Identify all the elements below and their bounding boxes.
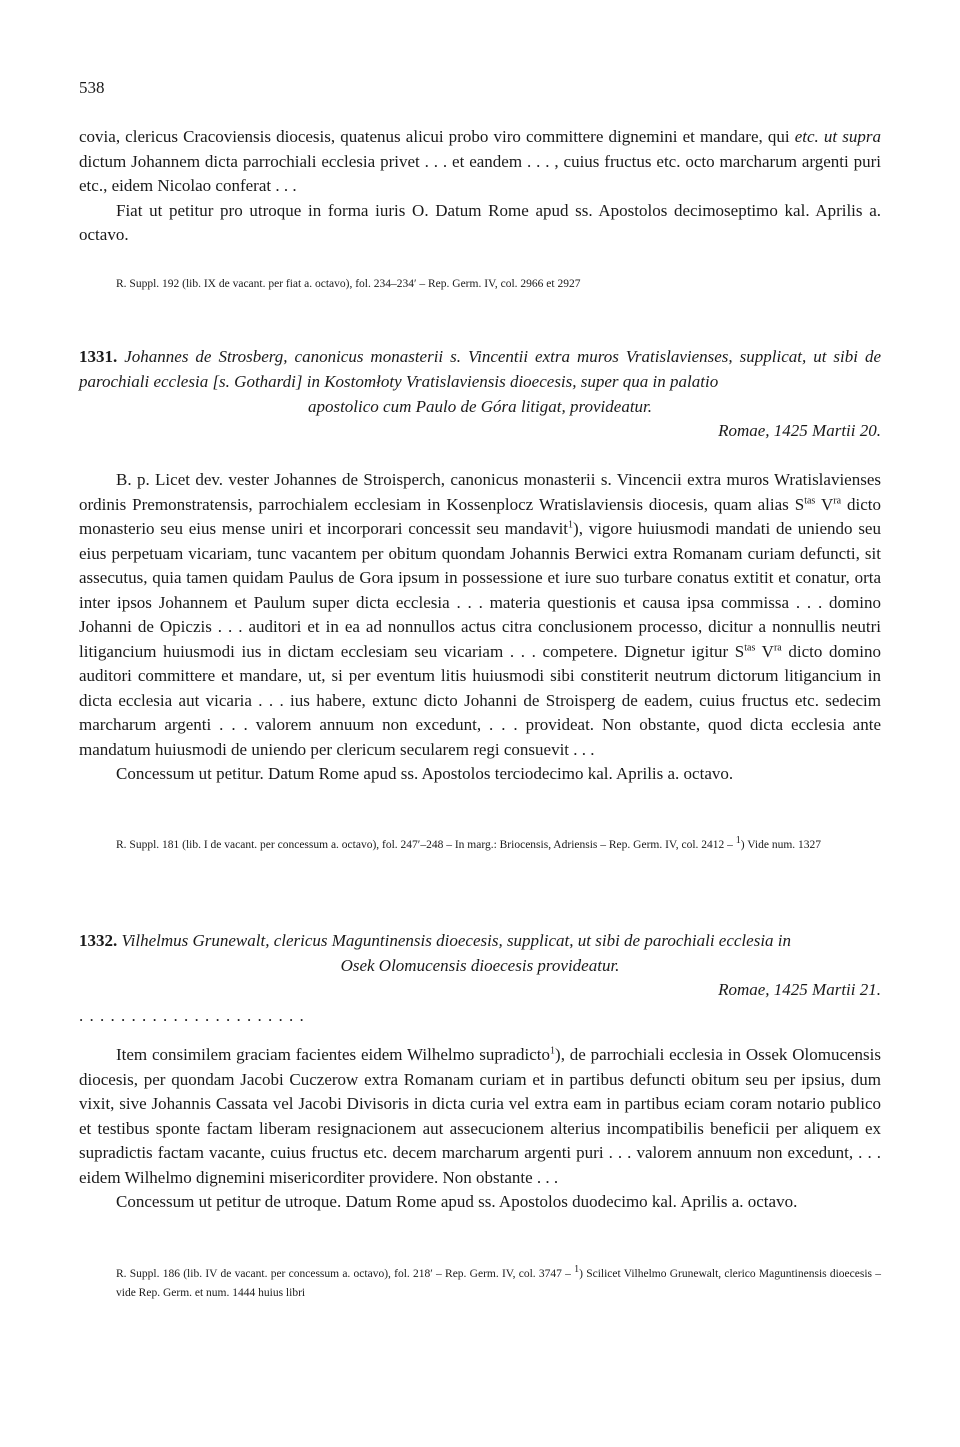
paragraph: Concessum ut petitur de utroque. Datum Rome apud ss. Apostolos duodecimo kal. Aprilis a. octavo. (116, 1192, 798, 1211)
omission-dots: . . . . . . . . . . . . . . . . . . . . . . (79, 1006, 305, 1025)
continuation-text (79, 125, 881, 248)
footnote-block (79, 1265, 881, 1303)
footnote-block (79, 275, 881, 294)
paragraph: Item consimilem graciam facientes eidem Wilhelmo supradicto$^1$), de parrochiali ecclesia in Ossek Olomucensis diocesis, per quondam Jacobi Cuczerow extra Romanam curiam et in partibus defuncti obitum seu per ipsius, dum vixit, sive Johannis Cassata vel Jacobi Divisoris in dicta curia vel extra eam in partibus eciam coram notario publico et testibus sponte factam liberam resignacionem aut assecucionem alterius incompatibilis beneficii per aliquem ex supradictis factam vacante, cuius fructus etc. decem marcharum argenti puri . . . valorem annuum non excedunt, . . . eidem Wilhelmo dignemini misericorditer providere. Non obstante . . . (79, 1045, 881, 1187)
source-note: R. Suppl. 186 (lib. IV de vacant. per concessum a. octavo), fol. 218′ – Rep. Germ. IV, col. 3747 – $^1$) Scilicet Vilhelmo Grunewalt, clerico Maguntinensis dioecesis – vide Rep. Germ. et num. 1444 huius libri (116, 1264, 882, 1299)
paragraph: Concessum ut petitur. Datum Rome apud ss. Apostolos terciodecimo kal. Aprilis a. octavo. (116, 764, 734, 783)
paragraph: covia, clericus Cracoviensis diocesis, quatenus alicui probo viro committere dignemini et mandare, qui etc. ut supra dictum Johannem dicta parrochiali ecclesia privet . . . et eandem . . . , cuius fructus etc. octo marcharum argenti puri etc., eidem Nicolao conferat . . . (79, 127, 881, 195)
source-note: R. Suppl. 192 (lib. IX de vacant. per fiat a. octavo), fol. 234–234′ – Rep. Germ. IV, col. 2966 et 2927 (116, 278, 581, 290)
source-note: R. Suppl. 181 (lib. I de vacant. per concessum a. octavo), fol. 247′–248 – In marg.: Briocensis, Adriensis – Rep. Germ. IV, col. 2412 – $^1$) Vide num. 1327 (116, 835, 822, 851)
entry-1332 (79, 928, 881, 1026)
page-number: 538 (79, 78, 105, 97)
entry-1331 (79, 344, 881, 443)
entry-date: Romae, 1425 Martii 21. (718, 980, 881, 999)
paragraph: B. p. Licet dev. vester Johannes de Stroisperch, canonicus monasterii s. Vincencii extra muros Wratislavienses ordinis Premonstratensis, parrochialem ecclesiam in Kossenplocz Wratislaviensis diocesis, quam alias $S^{tas}$ $V^{ra}$ dicto monasterio seu eius mense uniri et incorporari concessit seu mandavit$^1$), vigore huiusmodi mandati de uniendo seu eius perpetuam vicariam, tunc vacantem per obitum quondam Johannis Berwici extra Romanam curiam defuncti, sit assecutus, quia tamen quidam Paulus de Gora ipsum in possessione et iure suo turbare conatus extitit et conatur, orta inter ipsos Johannem et Paulum super dicta ecclesia . . . materia questionis et causa ipsa commissa . . . domino Johanni de Opiczis . . . auditori et in ea ad nonnullos actus citra conclusionem processo, dicitur a nonnullis neutri litigancium huiusmodi ius in dictam ecclesiam seu vicariam . . . competere. Dignetur igitur $S^{tas}$ $V^{ra}$ dicto domino auditori committere et mandare, ut, si per eventum litis huiusmodi sibi constiterit neutrum dictorum litigancium in dicta ecclesia aut vicaria . . . ius habere, extunc dicto Johanni de Stroisperg de eadem, cuius fructus etc. sedecim marcharum argenti . . . valorem annuum non excedunt, . . . provideat. Non obstante, quod dicta ecclesia ante mandatum huiusmodi de uniendo per clericum secularem regi consuevit . . . (79, 470, 881, 759)
entry-1332-body (79, 1043, 881, 1215)
paragraph: Fiat ut petitur pro utroque in forma iuris O. Datum Rome apud ss. Apostolos decimoseptimo kal. Aprilis a. octavo. (79, 200, 881, 244)
entry-1331-body (79, 468, 881, 787)
entry-heading: 1332. Vilhelmus Grunewalt, clericus Maguntinensis dioecesis, supplicat, ut sibi de parochiali ecclesia in Osek Olomucensis dioecesis provideatur. (79, 931, 792, 975)
footnote-block (79, 836, 881, 855)
entry-heading: 1331. Johannes de Strosberg, canonicus monasterii s. Vincentii extra muros Vratislavienses, supplicat, ut sibi de parochiali ecclesia [s. Gothardi] in Kostomłoty Vratislaviensis dioecesis, super qua in palatio apostolico cum Paulo de Góra litigat, provideatur. (79, 347, 881, 416)
entry-date: Romae, 1425 Martii 20. (718, 421, 881, 440)
